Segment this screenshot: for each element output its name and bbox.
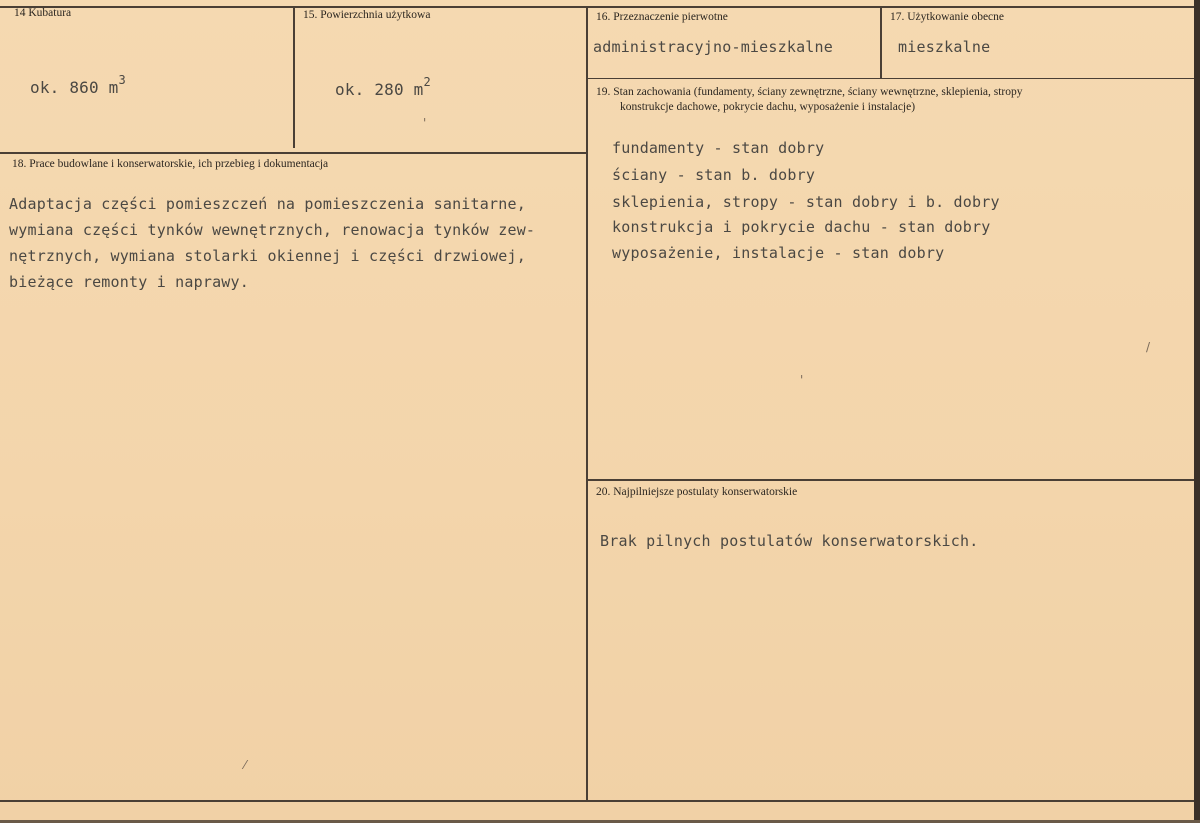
divider-h-left1 [0,152,586,154]
field-17-value: mieszkalne [898,38,991,56]
divider-top [0,6,1194,8]
field-19-line-2: ściany - stan b. dobry [612,166,816,184]
field-19-line-5: wyposażenie, instalacje - stan dobry [612,244,945,262]
field-20-label: 20. Najpilniejsze postulaty konserwatorskie [596,486,798,498]
scuff-mark: ⁄ [244,758,247,772]
field-18-line-1: Adaptacja części pomieszczeń na pomieszczenia sanitarne, [9,195,526,213]
field-15-number: ok. 280 m [335,80,424,99]
field-16-value: administracyjno-mieszkalne [593,38,833,56]
field-14-superscript: 3 [118,73,126,87]
divider-bottom [0,800,1194,802]
field-19-label-cont: konstrukcje dachowe, pokrycie dachu, wyposażenie i instalacje) [620,101,916,113]
divider-v2 [586,6,588,800]
field-17-label: 17. Użytkowanie obecne [890,11,1005,23]
scuff-mark: ' [423,116,427,130]
divider-h-right2 [588,479,1194,481]
field-16-label: 16. Przeznaczenie pierwotne [596,11,728,23]
field-19-line-1: fundamenty - stan dobry [612,139,825,157]
card-edge-right [1194,0,1200,823]
field-14-number: ok. 860 m [30,78,119,97]
field-14-value [30,73,126,97]
field-19-line-3: sklepienia, stropy - stan dobry i b. dobry [612,193,1000,211]
scuff-mark: ' [800,373,804,387]
field-15-label: 15. Powierzchnia użytkowa [303,9,431,21]
field-15-value [335,75,431,99]
field-18-line-2: wymiana części tynków wewnętrznych, renowacja tynków zew- [9,221,536,239]
divider-h-right1 [588,78,1194,79]
scuff-mark: / [1146,340,1151,354]
field-18-line-4: bieżące remonty i naprawy. [9,273,249,291]
field-20-value: Brak pilnych postulatów konserwatorskich. [600,532,979,550]
divider-v3 [880,6,882,78]
field-14-label: 14 Kubatura [14,7,72,19]
field-18-label: 18. Prace budowlane i konserwatorskie, ich przebieg i dokumentacja [12,158,329,170]
field-19-line-4: konstrukcja i pokrycie dachu - stan dobry [612,218,991,236]
divider-v1 [293,6,295,148]
field-18-line-3: nętrznych, wymiana stolarki okiennej i części drzwiowej, [9,247,526,265]
field-19-label: 19. Stan zachowania (fundamenty, ściany zewnętrzne, ściany wewnętrzne, sklepienia, stropy [596,86,1023,98]
field-15-superscript: 2 [423,75,431,89]
